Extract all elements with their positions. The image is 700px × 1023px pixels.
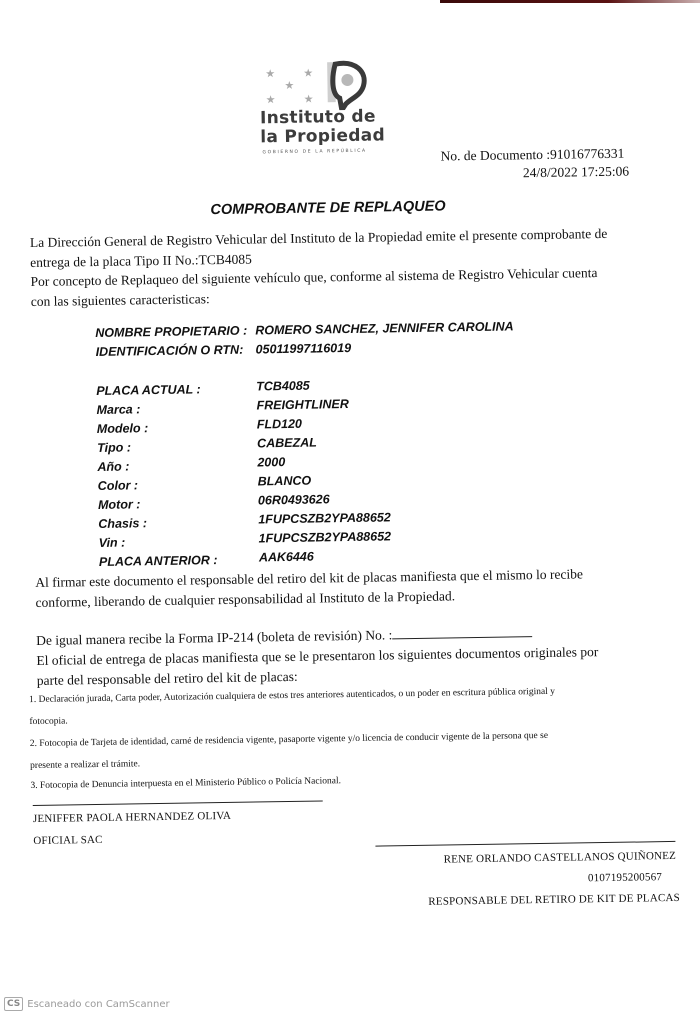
field-value: BLANCO: [257, 473, 312, 489]
requirement-1: 1. Declaración jurada, Carta poder, Autorización cualquiera de estos tres anteriores autenticados, o un poder en escritura pública original y: [29, 686, 555, 706]
owner-name-value: ROMERO SANCHEZ, JENNIFER CAROLINA: [255, 319, 514, 338]
field-value: 1FUPCSZB2YPA88652: [258, 529, 392, 546]
field-value: TCB4085: [256, 378, 310, 394]
owner-name-label: NOMBRE PROPIETARIO :: [95, 323, 248, 340]
stars-icon: ★ ★ ★ ★ ★: [265, 67, 314, 107]
receiver-role: RESPONSABLE DEL RETIRO DE KIT DE PLACAS: [428, 891, 681, 908]
conformity-line: conforme, liberando de cualquier responsabilidad al Instituto de la Propiedad.: [35, 588, 456, 610]
field-value: AAK6446: [258, 549, 314, 565]
intro-line: Por concepto de Replaqueo del siguiente vehículo que, conforme al sistema de Registro Vehicular cuenta: [30, 265, 598, 289]
form-ip214-text: De igual manera recibe la Forma IP-214 (boleta de revisión) No. :: [36, 627, 393, 648]
field-label: Vin :: [98, 535, 126, 550]
form-line: parte del responsable del retiro del kit de placas:: [36, 668, 298, 688]
camscanner-text: Escaneado con CamScanner: [27, 998, 170, 1010]
field-label: Chasis :: [98, 516, 148, 531]
document-number: [440, 146, 624, 165]
intro-line: entrega de la placa Tipo II No.:TCB4085: [30, 251, 252, 270]
officer-signature-line: [33, 800, 323, 806]
field-label: Año :: [97, 459, 130, 474]
field-value: 06R0493626: [257, 492, 330, 508]
officer-name: JENIFFER PAOLA HERNANDEZ OLIVA: [32, 809, 232, 826]
logo-subtitle: GOBIERNO DE LA REPÚBLICA: [262, 148, 367, 156]
camscanner-logo-icon: CS: [4, 997, 23, 1011]
requirement-3: 3. Fotocopia de Denuncia interpuesta en el Ministerio Público o Policía Nacional.: [30, 776, 342, 792]
requirement-1-cont: fotocopia.: [29, 716, 68, 728]
location-pin-icon: [323, 58, 370, 111]
field-label: Color :: [97, 478, 139, 493]
revision-number-blank: [392, 624, 532, 639]
intro-line: con las siguientes caracteristicas:: [30, 291, 210, 309]
intro-line: La Dirección General de Registro Vehicular del Instituto de la Propiedad emite el presente comprobante de: [29, 225, 608, 250]
conformity-line: Al firmar este documento el responsable del retiro del kit de placas manifiesta que el mismo lo recibe: [35, 566, 583, 590]
document-datetime: 24/8/2022 17:25:06: [522, 163, 630, 181]
camscanner-watermark: [4, 997, 170, 1011]
field-value: FLD120: [256, 416, 303, 432]
field-label: Marca :: [96, 402, 141, 417]
logo-name: [260, 107, 385, 147]
logo-line-2: la Propiedad: [260, 125, 386, 148]
field-label: PLACA ACTUAL :: [96, 382, 201, 398]
receiver-signature-line: [375, 841, 675, 847]
field-label: Modelo :: [96, 421, 149, 436]
field-label: PLACA ANTERIOR :: [98, 553, 218, 569]
document-number-label: No. de Documento :: [440, 146, 551, 164]
requirement-2: 2. Fotocopia de Tarjeta de identidad, carné de residencia vigente, pasaporte vigente y/o licencia de conducir vigente de la persona que se: [29, 730, 549, 750]
field-value: FREIGHTLINER: [256, 397, 349, 413]
form-line: El oficial de entrega de placas manifiesta que se le presentaron los siguientes documentos originales por: [36, 644, 599, 668]
requirement-2-cont: presente a realizar el trámite.: [30, 759, 141, 772]
logo-line-1: Instituto de: [259, 106, 376, 129]
receiver-id: 0107195200567: [587, 871, 663, 885]
field-value: 1FUPCSZB2YPA88652: [258, 510, 391, 527]
field-label: Tipo :: [97, 440, 132, 455]
officer-role: OFICIAL SAC: [33, 833, 103, 848]
owner-id-label: IDENTIFICACIÓN O RTN:: [95, 342, 244, 359]
field-label: Motor :: [97, 497, 141, 512]
institution-logo: [255, 57, 405, 156]
receiver-name: RENE ORLANDO CASTELLANOS QUIÑONEZ: [443, 849, 677, 866]
document-number-value: 91016776331: [549, 145, 625, 162]
field-value: 2000: [257, 455, 286, 470]
field-value: CABEZAL: [256, 435, 317, 451]
document-title: COMPROBANTE DE REPLAQUEO: [210, 198, 446, 219]
owner-id-value: 05011997116019: [255, 340, 352, 357]
